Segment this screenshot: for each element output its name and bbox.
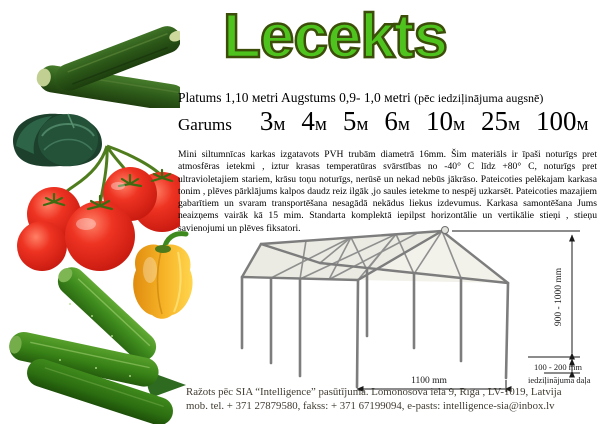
length-unit: м	[576, 114, 589, 135]
length-unit: м	[507, 114, 521, 135]
diagram-width-label: 1100 mm	[411, 376, 447, 386]
dimensions-line	[178, 90, 543, 106]
length-option-6m	[384, 106, 410, 137]
dimensions-text: Platums 1,10 мetri Augstums 0,9- 1,0 мetri	[178, 90, 411, 105]
footer-line1: Ražots pēc SIA “Intelligence” pasūtījuma. Lomonosova iela 9, Rīga , LV-1019, Latvija	[186, 386, 562, 398]
zucchini-photo	[18, 6, 180, 108]
diagram-inset-label: 100 - 200 mm	[534, 362, 582, 372]
length-value: 5	[342, 106, 357, 136]
length-unit: м	[397, 114, 410, 135]
length-value: 6	[384, 106, 398, 136]
length-options-row	[178, 106, 600, 137]
length-option-25m	[481, 106, 520, 137]
length-value: 10	[425, 106, 453, 136]
length-value: 3	[259, 106, 274, 136]
length-option-5m	[343, 106, 369, 137]
length-value: 100	[536, 106, 577, 136]
zucchini-image	[18, 6, 180, 108]
length-unit: м	[314, 114, 327, 135]
length-option-3m	[260, 106, 286, 137]
dimensions-note: (pēc iedziļinājuma augsnē)	[414, 91, 544, 105]
length-unit: м	[356, 114, 369, 135]
product-description: Mini siltumnīcas karkas izgatavots PVH trubām diametrā 16mm. Šim materiāls ir īpaši noturīgs pret atmosfēras ietekmi , iztur krasas temperatūras svārstības no -40° C līdz +80° C, noturīgs pret ultravioletajiem stariem, krāsu toņu noturīgs, nerūsē un nekad nebūs jākrāso. Pateicoties pelēkajam karkasa tonim , plēves pārklājums kalpos daudz reiz ilgāk ,jo saules ietekme to nespēj uzkarsēt. Pateicoties mazajiem gabarītiem un svaram transportēšana nesagādā nekādus liekus izdevumus. Karkasa samontēšana Jums neaizņems vairāk kā 15 mim. Standarta komplektā iepilpst horizontālie un vertikālie stieņi , stieņu savienojumi un plēves fiksatori.	[178, 149, 597, 234]
cucumbers-image	[0, 264, 186, 424]
length-unit: м	[273, 114, 286, 135]
length-option-4m	[301, 106, 327, 137]
length-option-100m	[536, 106, 589, 137]
length-value: 25	[480, 106, 508, 136]
diagram-inset-note: iedziļinājuma daļa	[528, 375, 591, 385]
footer-contact	[186, 386, 562, 413]
length-unit: м	[452, 114, 465, 135]
diagram-height-label: 900 - 1000 mm	[554, 267, 564, 327]
greenhouse-frame-drawing	[228, 222, 600, 394]
cucumbers-photo	[0, 264, 186, 424]
length-label: Garums	[178, 115, 232, 134]
footer-line2: mob. tel. + 371 27879580, fakss: + 371 67199094, e-pasts: intelligence-sia@inbox.lv	[186, 399, 555, 412]
length-value: 4	[301, 106, 315, 136]
page-title: Lecekts	[223, 2, 447, 71]
length-option-10m	[426, 106, 465, 137]
frame-diagram	[228, 222, 600, 394]
